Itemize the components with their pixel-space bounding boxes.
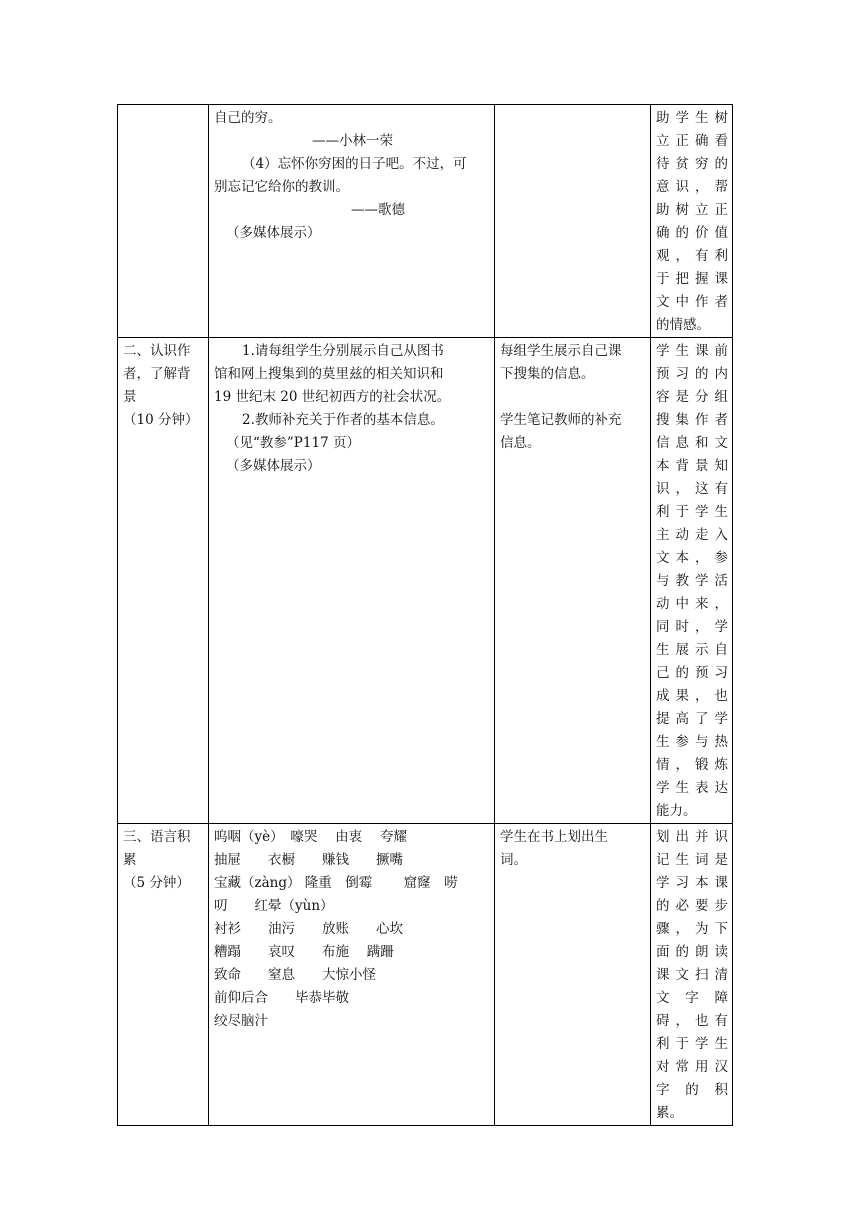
text-line: 预习的内 xyxy=(656,366,728,382)
text-line: 立正确看 xyxy=(656,133,728,149)
quote-attribution: ——小林一荣 xyxy=(312,133,393,149)
text-line: 本背景知 xyxy=(656,458,728,474)
text-line: 学生课前 xyxy=(656,343,728,359)
text-line: 景 xyxy=(123,389,137,405)
table-row xyxy=(118,105,733,338)
text-line: 待贫穷的 xyxy=(656,156,728,172)
student-activity-cell xyxy=(495,105,651,338)
text-line: 学生笔记教师的补充 xyxy=(500,412,622,428)
text-line: 字的积 xyxy=(656,1082,728,1098)
text-line: 信息。 xyxy=(500,435,541,451)
design-intent-cell xyxy=(651,824,733,1126)
text-line: 助学生树 xyxy=(656,110,728,126)
text-line: （多媒体展示） xyxy=(226,225,321,241)
text-line: 下搜集的信息。 xyxy=(500,366,595,382)
text-line: （4）忘怀你穷困的日子吧。不过，可 xyxy=(242,156,467,172)
teacher-activity-cell xyxy=(209,105,495,338)
text-line: 学生在书上划出生 xyxy=(500,829,608,845)
text-line: （见“教参”P117 页） xyxy=(226,435,360,451)
text-line: 搜集作者 xyxy=(656,412,728,428)
text-line: （5 分钟） xyxy=(123,875,190,891)
text-line: 与教学活 xyxy=(656,573,728,589)
text-line: 学习本课 xyxy=(656,875,728,891)
text-line: 利于学生 xyxy=(656,504,728,520)
text-line: 生展示自 xyxy=(656,642,728,658)
text-line: 信息和文 xyxy=(656,435,728,451)
vocab-line: 糟蹋 哀叹 布施 蹒跚 xyxy=(214,944,394,960)
text-line: 课文扫清 xyxy=(656,967,728,983)
text-line: 主动走入 xyxy=(656,527,728,543)
vocab-line: 致命 窒息 大惊小怪 xyxy=(214,967,376,983)
text-line: 确的价值 xyxy=(656,225,728,241)
table-row xyxy=(118,824,733,1126)
stage-cell xyxy=(118,105,209,338)
lesson-plan-table xyxy=(117,104,733,1126)
text-line xyxy=(500,386,646,409)
vocab-line: 衬衫 油污 放账 心坎 xyxy=(214,921,403,937)
quote-attribution: ——歌德 xyxy=(351,202,405,218)
design-intent-cell xyxy=(651,338,733,824)
text-line: 1.请每组学生分别展示自己从图书 xyxy=(242,343,444,359)
text-line: 提高了学 xyxy=(656,711,728,727)
text-line: 助树立正 xyxy=(656,202,728,218)
text-line: 能力。 xyxy=(656,803,697,819)
text-line: 对常用汉 xyxy=(656,1059,728,1075)
teacher-activity-cell xyxy=(209,824,495,1126)
text-line: 利于学生 xyxy=(656,1036,728,1052)
text-line: 每组学生展示自己课 xyxy=(500,343,622,359)
text-line: 文字障 xyxy=(656,990,728,1006)
text-line: 文本，参 xyxy=(656,550,728,566)
stage-cell xyxy=(118,338,209,824)
table-row xyxy=(118,338,733,824)
text-line: 词。 xyxy=(500,852,527,868)
vocab-line: 前仰后合 毕恭毕敬 xyxy=(214,990,349,1006)
text-line: 生参与热 xyxy=(656,734,728,750)
text-line: （10 分钟） xyxy=(123,412,199,428)
vocab-line: 呜咽（yè） 嚎哭 由衷 夸耀 xyxy=(214,829,407,845)
design-intent-cell xyxy=(651,105,733,338)
text-line: 划出并识 xyxy=(656,829,728,845)
text-line: 的情感。 xyxy=(656,317,710,333)
text-line: 意识，帮 xyxy=(656,179,728,195)
text-line: 同时，学 xyxy=(656,619,728,635)
text-line: 识，这有 xyxy=(656,481,728,497)
vocab-line: 抽屉 衣橱 赚钱 撅嘴 xyxy=(214,852,403,868)
text-line: 情，锻炼 xyxy=(656,757,728,773)
text-line: 累。 xyxy=(656,1105,683,1121)
text-line: 面的朗读 xyxy=(656,944,728,960)
text-line: 碍，也有 xyxy=(656,1013,728,1029)
stage-cell xyxy=(118,824,209,1126)
text-line: 别忘记它给你的教训。 xyxy=(214,179,349,195)
text-line: 二、认识作 xyxy=(123,343,191,359)
text-line: 骤，为下 xyxy=(656,921,728,937)
text-line: 的必要步 xyxy=(656,898,728,914)
text-line: 馆和网上搜集到的莫里兹的相关知识和 xyxy=(214,366,444,382)
text-line: （多媒体展示） xyxy=(226,458,321,474)
text-line: 记生词是 xyxy=(656,852,728,868)
text-line: 自己的穷。 xyxy=(214,110,282,126)
text-line: 容是分组 xyxy=(656,389,728,405)
student-activity-cell xyxy=(495,824,651,1126)
text-line: 累 xyxy=(123,852,137,868)
teacher-activity-cell xyxy=(209,338,495,824)
text-line: 成果，也 xyxy=(656,688,728,704)
text-line: 己的预习 xyxy=(656,665,728,681)
text-line: 者，了解背 xyxy=(123,366,191,382)
text-line: 19 世纪末 20 世纪初西方的社会状况。 xyxy=(214,389,451,405)
vocab-line: 绞尽脑汁 xyxy=(214,1013,268,1029)
vocab-line: 叨 红晕（yùn） xyxy=(214,898,334,914)
text-line: 观，有利 xyxy=(656,248,728,264)
text-line: 2.教师补充关于作者的基本信息。 xyxy=(242,412,444,428)
text-line: 文中作者 xyxy=(656,294,728,310)
text-line: 动中来， xyxy=(656,596,728,612)
vocab-line: 宝藏（zàng） 隆重 倒霉 窟窿 唠 xyxy=(214,875,458,891)
text-line: 于把握课 xyxy=(656,271,728,287)
text-line: 三、语言积 xyxy=(123,829,191,845)
student-activity-cell xyxy=(495,338,651,824)
text-line: 学生表达 xyxy=(656,780,728,796)
